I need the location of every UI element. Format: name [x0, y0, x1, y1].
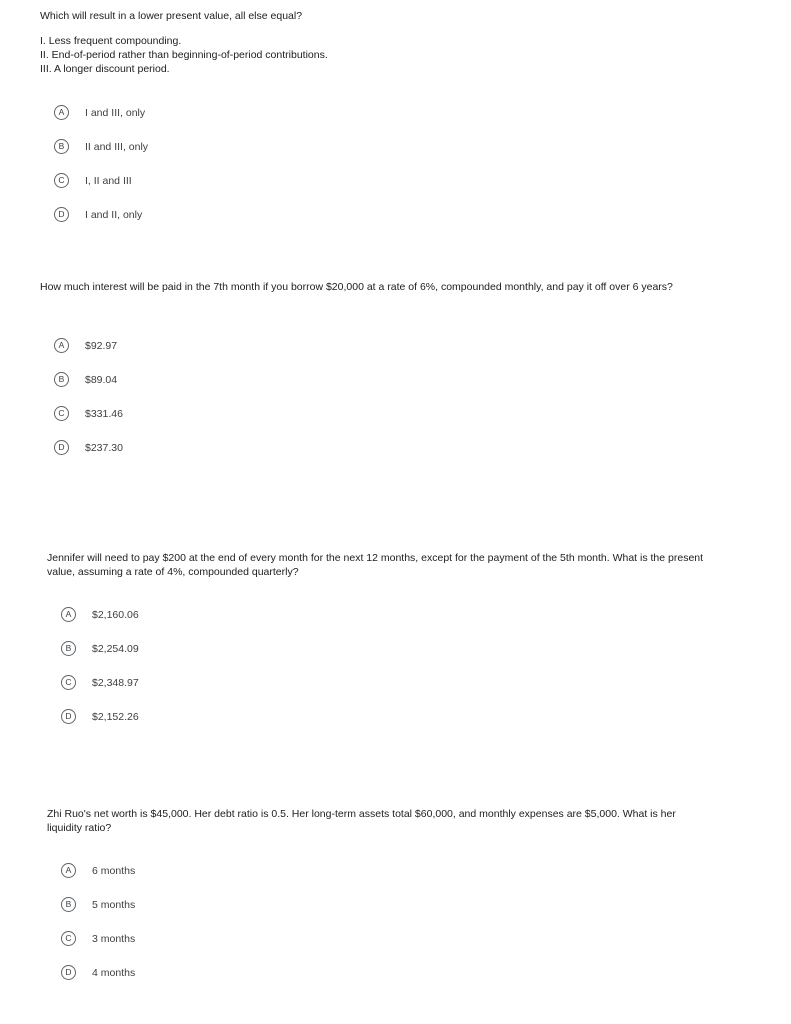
statement-1: I. Less frequent compounding.: [40, 34, 182, 47]
statement-2: II. End-of-period rather than beginning-of-period contributions.: [40, 48, 328, 61]
option-a[interactable]: [61, 606, 139, 623]
option-label: 5 months: [92, 898, 136, 911]
option-letter-c: C: [61, 931, 76, 946]
statement-3: III. A longer discount period.: [40, 62, 170, 75]
option-label: 6 months: [92, 864, 136, 877]
question-4-text: Zhi Ruo's net worth is $45,000. Her debt ratio is 0.5. Her long-term assets total $60,000, and monthly expenses are $5,000. What is her liquidity ratio?: [47, 808, 676, 834]
option-letter-a: A: [61, 607, 76, 622]
option-label: $2,160.06: [92, 608, 139, 621]
question-2: [40, 281, 700, 454]
option-letter-d: D: [54, 440, 69, 455]
option-c[interactable]: [61, 930, 135, 947]
option-letter-a: A: [54, 105, 69, 120]
question-1-text: Which will result in a lower present value, all else equal?: [40, 10, 303, 22]
question-3-options: [61, 606, 139, 742]
question-1-options: [54, 104, 148, 240]
option-c[interactable]: [61, 674, 139, 691]
question-4-options: [61, 862, 135, 998]
option-b[interactable]: [54, 138, 148, 155]
option-letter-b: B: [54, 372, 69, 387]
option-label: $331.46: [85, 407, 123, 420]
question-1: [40, 10, 700, 221]
option-a[interactable]: [54, 104, 148, 121]
option-label: $92.97: [85, 339, 118, 352]
question-3-text: Jennifer will need to pay $200 at the end of every month for the next 12 months, except for the payment of the 5th month. What is the present value, assuming a rate of 4%, compounded quarterly?: [47, 552, 704, 578]
option-label: I, II and III: [85, 174, 132, 187]
option-a[interactable]: [61, 862, 135, 879]
option-letter-b: B: [61, 641, 76, 656]
option-letter-d: D: [54, 207, 69, 222]
question-2-options: [54, 337, 123, 473]
question-1-statements: [40, 34, 700, 76]
option-label: $2,152.26: [92, 710, 139, 723]
option-label: I and II, only: [85, 208, 143, 221]
option-c[interactable]: [54, 405, 123, 422]
option-letter-c: C: [54, 173, 69, 188]
option-b[interactable]: [61, 896, 135, 913]
option-letter-a: A: [54, 338, 69, 353]
option-d[interactable]: [61, 708, 139, 725]
question-4: [47, 808, 707, 979]
option-label: $89.04: [85, 373, 118, 386]
option-label: $2,348.97: [92, 676, 139, 689]
option-label: II and III, only: [85, 140, 149, 153]
option-b[interactable]: [61, 640, 139, 657]
question-3: [47, 552, 707, 723]
option-label: 4 months: [92, 966, 136, 979]
option-letter-c: C: [54, 406, 69, 421]
option-letter-d: D: [61, 709, 76, 724]
option-d[interactable]: [54, 439, 123, 456]
option-letter-d: D: [61, 965, 76, 980]
option-label: I and III, only: [85, 106, 146, 119]
question-2-text: How much interest will be paid in the 7th month if you borrow $20,000 at a rate of 6%, compounded monthly, and pay it off over 6 years?: [40, 281, 673, 293]
option-label: $237.30: [85, 441, 123, 454]
option-a[interactable]: [54, 337, 123, 354]
option-letter-c: C: [61, 675, 76, 690]
option-b[interactable]: [54, 371, 123, 388]
option-d[interactable]: [61, 964, 135, 981]
option-label: 3 months: [92, 932, 136, 945]
option-label: $2,254.09: [92, 642, 139, 655]
option-letter-b: B: [54, 139, 69, 154]
option-letter-b: B: [61, 897, 76, 912]
option-d[interactable]: [54, 206, 148, 223]
option-c[interactable]: [54, 172, 148, 189]
option-letter-a: A: [61, 863, 76, 878]
